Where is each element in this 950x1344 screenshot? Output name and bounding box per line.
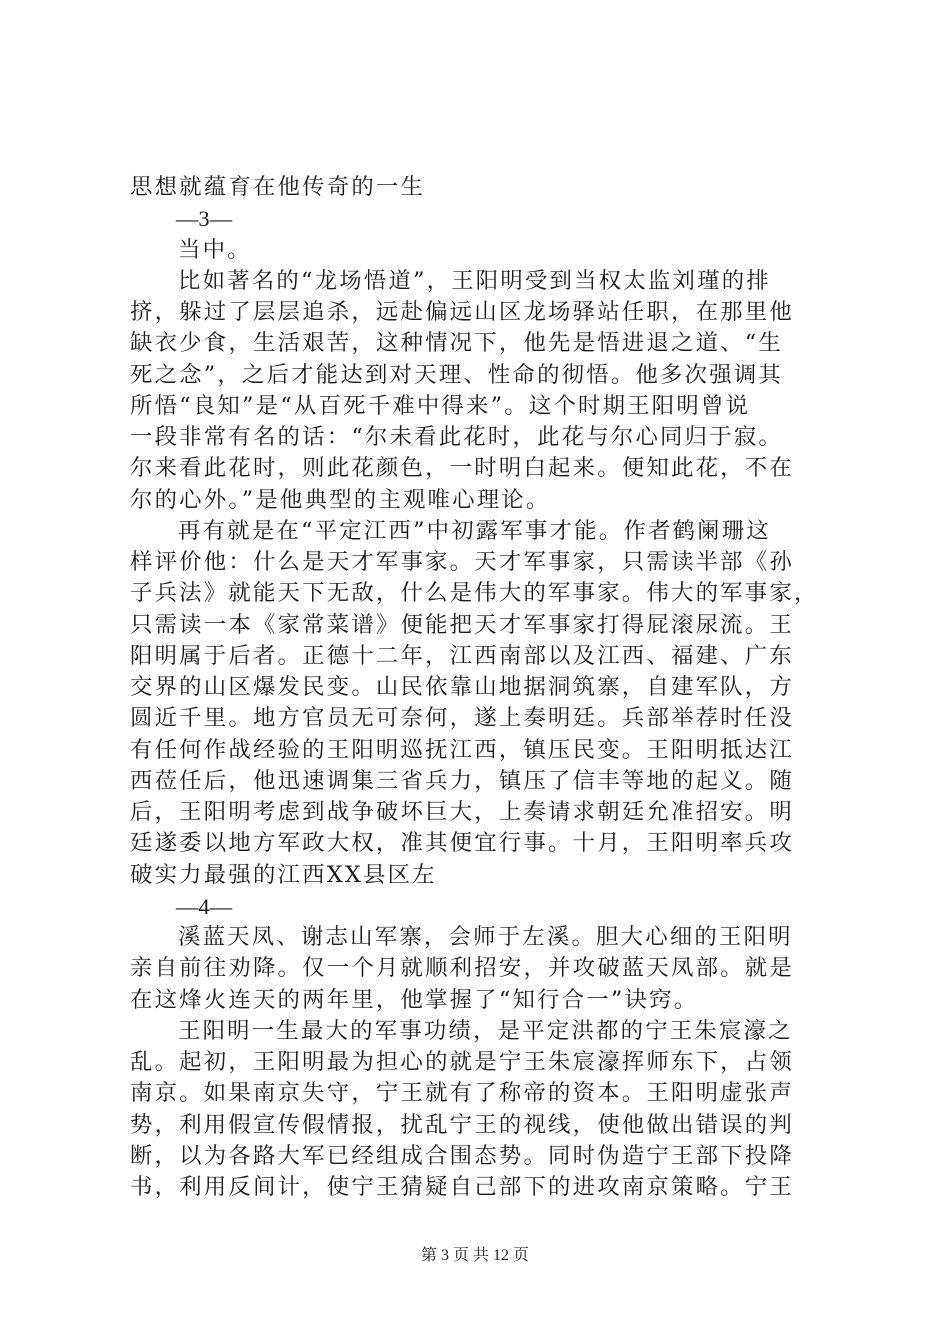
text-line: 西莅任后，他迅速调集三省兵力，镇压了信丰等地的起义。随 xyxy=(130,767,794,794)
document-body xyxy=(130,172,830,1203)
text-line: 廷遂委以地方军政大权，准其便宜行事。十月，王阳明率兵攻 xyxy=(130,830,794,857)
text-line: 后，王阳明考虑到战争破坏巨大，上奏请求朝廷允准招安。明 xyxy=(130,799,794,825)
text-line: 圆近千里。地方官员无可奈何，遂上奏明廷。兵部举荐时任没 xyxy=(130,705,794,732)
text-line: 样评价他：什么是天才军事家。天才军事家，只需读半部《孙 xyxy=(130,549,794,575)
text-line: 阳明属于后者。正德十二年，江西南部以及江西、福建、广东 xyxy=(130,642,794,669)
text-line: 挤，躲过了层层追杀，远赴偏远山区龙场驿站任职，在那里他 xyxy=(130,299,794,325)
page-footer xyxy=(0,1242,950,1265)
text-line: 在这烽火连天的两年里，他掌握了“知行合一”诀窍。 xyxy=(130,986,699,1013)
text-line: 破实力最强的江西XX县区左 xyxy=(130,861,437,888)
page-count-label: 第 3 页 共 12 页 xyxy=(420,1247,529,1264)
text-line: 所悟“良知”是“从百死千难中得来”。这个时期王阳明曾说 xyxy=(130,392,751,419)
paragraph-start-line: 当中。 xyxy=(178,236,252,263)
paragraph-start-line: 王阳明一生最大的军事功绩，是平定洪都的宁王朱宸濠之 xyxy=(178,1017,793,1044)
text-line: 有任何作战经验的王阳明巡抚江西，镇压民变。王阳明抵达江 xyxy=(130,736,794,763)
text-line: 势，利用假宣传假情报，扰乱宁王的视线，使他做出错误的判 xyxy=(130,1111,794,1138)
text-line: 断，以为各路大军已经组成合围态势。同时伪造宁王部下投降 xyxy=(130,1142,794,1169)
paragraph-start-line: 溪蓝天凤、谢志山军寨，会师于左溪。胆大心细的王阳明 xyxy=(178,924,793,950)
text-line: 尔来看此花时，则此花颜色，一时明白起来。便知此花，不在 xyxy=(130,455,794,482)
page-number-marker: —3— xyxy=(176,206,232,232)
text-line: 尔的心外。”是他典型的主观唯心理论。 xyxy=(130,486,551,513)
text-line: 书，利用反间计，使宁王猜疑自己部下的进攻南京策略。宁王 xyxy=(130,1174,794,1200)
text-line: 一段非常有名的话：“尔未看此花时，此花与尔心同归于寂。 xyxy=(130,424,784,450)
text-line: 子兵法》就能天下无敌，什么是伟大的军事家。伟大的军事家， xyxy=(130,580,819,607)
text-line: 亲自前往劝降。仅一个月就顺利招安，并攻破蓝天凤部。就是 xyxy=(130,955,794,982)
text-line: 乱。起初，王阳明最为担心的就是宁王朱宸濠挥师东下，占领 xyxy=(130,1049,794,1075)
text-line: 南京。如果南京失守，宁王就有了称帝的资本。王阳明虚张声 xyxy=(130,1080,794,1107)
text-line: 只需读一本《家常菜谱》便能把天才军事家打得屁滚尿流。王 xyxy=(130,611,794,638)
text-line: 交界的山区爆发民变。山民依靠山地据洞筑寨，自建军队，方 xyxy=(130,674,794,700)
paragraph-start-line: 比如著名的“龙场悟道”，王阳明受到当权太监刘瑾的排 xyxy=(178,267,771,294)
text-line: 思想就蕴育在他传奇的一生 xyxy=(130,174,426,200)
text-line: 缺衣少食，生活艰苦，这种情况下，他先是悟进退之道、“生 xyxy=(130,330,784,357)
page-number-marker: —4— xyxy=(176,893,232,919)
text-line: 死之念”，之后才能达到对天理、性命的彻悟。他多次强调其 xyxy=(130,361,784,388)
paragraph-start-line: 再有就是在“平定江西”中初露军事才能。作者鹤阑珊这 xyxy=(178,517,771,544)
